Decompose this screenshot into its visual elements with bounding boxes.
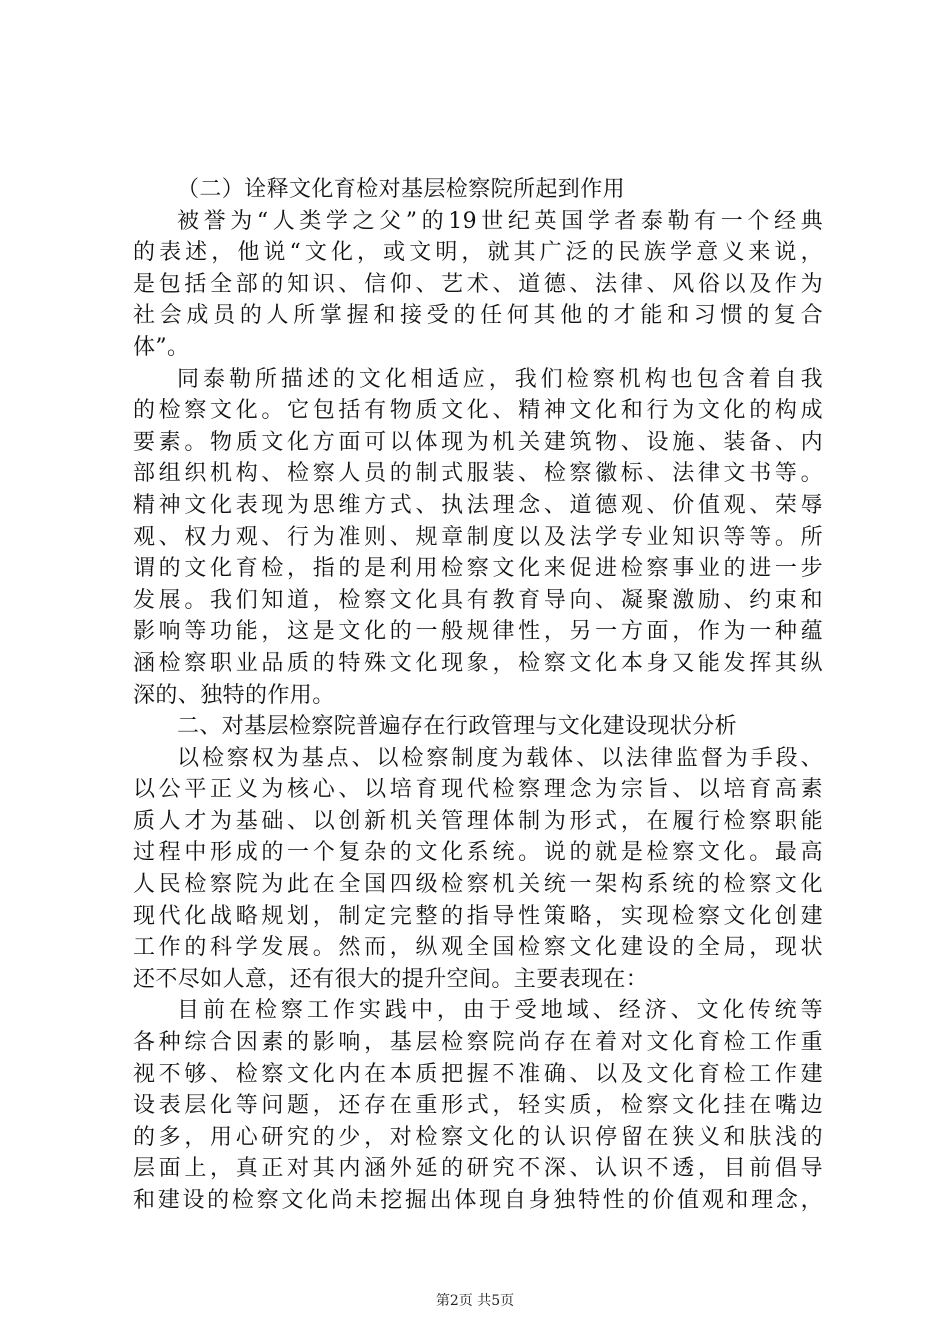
text-line: 二、对基层检察院普遍存在行政管理与文化建设现状分析 xyxy=(177,714,738,740)
text-line: 工作的科学发展。然而，纵观全国检察文化建设的全局，现状 xyxy=(133,935,823,961)
text-line: 同泰勒所描述的文化相适应，我们检察机构也包含着自我 xyxy=(177,366,823,392)
text-line: 被誉为“人类学之父”的19世纪英国学者泰勒有一个经典 xyxy=(177,208,823,234)
text-line: 社会成员的人所掌握和接受的任何其他的才能和习惯的复合 xyxy=(133,303,823,329)
paragraph-para-problems xyxy=(133,995,823,1216)
text-line: 涵检察职业品质的特殊文化现象，检察文化本身又能发挥其纵 xyxy=(133,650,823,676)
text-line: 和建设的检察文化尚未挖掘出体现自身独特性的价值观和理念， xyxy=(133,1188,823,1213)
paragraph-para-definition xyxy=(133,743,823,996)
text-line: 是包括全部的知识、信仰、艺术、道德、法律、风俗以及作为 xyxy=(133,271,823,297)
page-footer: 第2页 共5页 xyxy=(435,1293,515,1309)
paragraph-heading-2 xyxy=(133,174,823,206)
text-line: 现代化战略规划，制定完整的指导性策略，实现检察文化创建 xyxy=(133,903,823,929)
text-line: 层面上，真正对其内涵外延的研究不深、认识不透，目前倡导 xyxy=(133,1156,823,1182)
text-line: 观、权力观、行为准则、规章制度以及法学专业知识等等。所 xyxy=(133,524,823,550)
text-line: 人民检察院为此在全国四级检察机关统一架构系统的检察文化 xyxy=(133,872,823,898)
text-line: 深的、独特的作用。 xyxy=(133,682,335,708)
text-line: 发展。我们知道，检察文化具有教育导向、凝聚激励、约束和 xyxy=(133,587,823,613)
text-line: 设表层化等问题，还存在重形式，轻实质，检察文化挂在嘴边 xyxy=(133,1093,823,1119)
text-line: 视不够、检察文化内在本质把握不准确、以及文化育检工作建 xyxy=(133,1061,823,1087)
text-line: 体”。 xyxy=(133,334,190,360)
text-line: 还不尽如人意，还有很大的提升空间。主要表现在： xyxy=(133,966,649,992)
paragraph-para-procuratorial-culture xyxy=(133,364,823,712)
document-body xyxy=(133,174,823,1217)
text-line: 以公平正义为核心、以培育现代检察理念为宗旨、以培育高素 xyxy=(133,777,823,803)
text-line: 过程中形成的一个复杂的文化系统。说的就是检察文化。最高 xyxy=(133,840,823,866)
text-line: 以检察权为基点、以检察制度为载体、以法律监督为手段、 xyxy=(177,745,823,771)
text-line: 的多，用心研究的少，对检察文化的认识停留在狭义和肤浅的 xyxy=(133,1124,823,1150)
text-line: 影响等功能，这是文化的一般规律性，另一方面，作为一种蕴 xyxy=(133,619,823,645)
text-line: 部组织机构、检察人员的制式服装、检察徽标、法律文书等。 xyxy=(133,461,823,487)
text-line: 精神文化表现为思维方式、执法理念、道德观、价值观、荣辱 xyxy=(133,492,823,518)
text-line: 要素。物质文化方面可以体现为机关建筑物、设施、装备、内 xyxy=(133,429,823,455)
text-line: 的检察文化。它包括有物质文化、精神文化和行为文化的构成 xyxy=(133,398,823,424)
text-line: 各种综合因素的影响，基层检察院尚存在着对文化育检工作重 xyxy=(133,1030,823,1056)
text-line: （二）诠释文化育检对基层检察院所起到作用 xyxy=(177,177,626,202)
text-line: 目前在检察工作实践中，由于受地域、经济、文化传统等 xyxy=(177,998,823,1024)
paragraph-para-tylor xyxy=(133,206,823,364)
text-line: 谓的文化育检，指的是利用检察文化来促进检察事业的进一步 xyxy=(133,556,823,582)
text-line: 的表述，他说“文化，或文明，就其广泛的民族学意义来说， xyxy=(133,240,823,266)
paragraph-heading-section-2 xyxy=(133,711,823,743)
text-line: 质人才为基础、以创新机关管理体制为形式，在履行检察职能 xyxy=(133,808,823,834)
